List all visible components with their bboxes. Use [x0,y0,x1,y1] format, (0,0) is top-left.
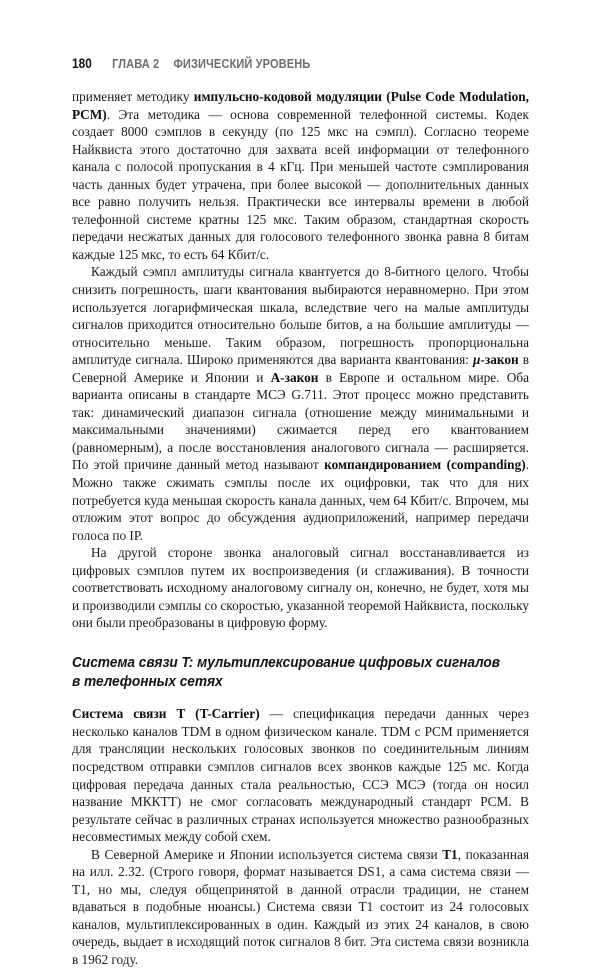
term-a-law: А-закон [270,369,319,385]
term-mu-law [473,352,519,367]
par4-seg1: — спецификация передачи данных через несколько каналов TDM в одном физическом канале. TDM с PCM применяется для трансляции нескольких голосовых звонков по соединительным линиям посредством отправки сэмплов сигналов всех звонков каждые 125 мс. Когда цифровая передача данных стала реальностью, ССЭ МСЭ (тогда он носил название МККТТ) не смог согласовать международный стандарт PCM. В результате сейчас в различных странах используется множество разнообразных несовместимых между собой схем. [72,706,529,845]
par1-seg1: применяет методику [72,89,194,104]
par1-seg2: . Эта методика — основа современной телефонной системы. Кодек создает 8000 сэмплов в секунду (по 125 мкс на сэмпл). Согласно теореме Найквиста этого достаточно для захвата всей информации от телефонного канала с полосой пропускания в 4 кГц. При меньшей частоте сэмплирования часть данных будет утрачена, при более высокой — дополнительных данных все равно получить нельзя. Практически все интервалы времени в любой телефонной системе кратны 125 мкс. Таким образом, стандартная скорость передачи несжатых данных для голосового телефонного звонка равна 8 битам каждые 125 мкс, то есть 64 Кбит/с. [72,106,529,262]
paragraph-t1 [72,846,529,969]
term-t1: T1 [442,846,458,862]
paragraph-quantization [72,263,529,544]
page-folio: 180 [72,56,92,71]
section-heading-block [72,654,529,692]
term-companding: компандированием (companding) [324,457,526,473]
par5-seg2: , показанная на илл. 2.32. (Строго говоря, формат называется DS1, а сама система связи — T1, но мы, следуя общепринятой в данной отрасли традиции, не станем вдаваться в подобные нюансы.) Система связи T1 состоит из 24 голосовых каналов, мультиплексированных в один. Каждый из этих 24 каналов, в свою очередь, выдает в исходящий поток сигналов 8 бит. Эта система связи возникла в 1962 году. [72,846,529,968]
paragraph-reconstruction: На другой стороне звонка аналоговый сигнал восстанавливается из цифровых сэмплов путем их воспроизведения (и сглаживания). В точности соответствовать исходному аналоговому сигналу он, конечно, не будет, хотя мы и производили сэмплы со скоростью, указанной теоремой Найквиста, поскольку они были преобразованы в цифровую форму. [72,545,529,631]
par2-seg2: в Северной Америке и Японии и [72,352,529,385]
chapter-title: ФИЗИЧЕСКИЙ УРОВЕНЬ [173,57,311,71]
section-heading [72,654,527,692]
term-t-carrier: Система связи T (T-Carrier) [72,706,260,722]
par5-seg1: В Северной Америке и Японии используется система связи [91,846,443,862]
chapter-label: ГЛАВА 2 [112,57,160,71]
running-head [72,56,473,71]
text-column [72,88,529,969]
par2-seg3: в Европе и остальном мире. Оба варианта описаны в стандарте МСЭ G.711. Этот процесс можно представить так: динамический диапазон сигнала (отношение между минимальными и максимальными значениями) сжимается перед его квантованием (равномерным), а после восстановления аналогового сигнала — расширяется. По этой причине данный метод называют [72,369,529,473]
mu-law-rest: -закон [480,352,519,368]
paragraph-pcm [72,88,529,263]
mu-symbol: μ [473,352,481,368]
section-heading-line-1: Система связи T: мультиплексирование цифровых сигналов [72,654,500,671]
section-heading-line-2: в телефонных сетях [72,674,223,691]
par2-seg4: . Можно также сжимать сэмплы после их оцифровки, так что для них потребуется куда меньшая скорость канала данных, чем 64 Кбит/с. Впрочем, мы отложим этот вопрос до обсуждения аудиоприложений, например передачи голоса по IP. [72,457,529,543]
par2-seg1: Каждый сэмпл амплитуды сигнала квантуется до 8-битного целого. Чтобы снизить погрешность, шаги квантования выбираются неравномерно. При этом используется логарифмическая шкала, вследствие чего на малые амплитуды сигналов приходится относительно больше битов, а на большие амплитуды — относительно меньше. Таким образом, погрешность пропорциональна амплитуде сигнала. Широко применяются два варианта квантования: [72,264,529,368]
term-pcm: импульсно-кодовой модуляции (Pulse Code Modulation, PCM) [72,89,529,122]
paragraph-t-carrier [72,705,529,845]
